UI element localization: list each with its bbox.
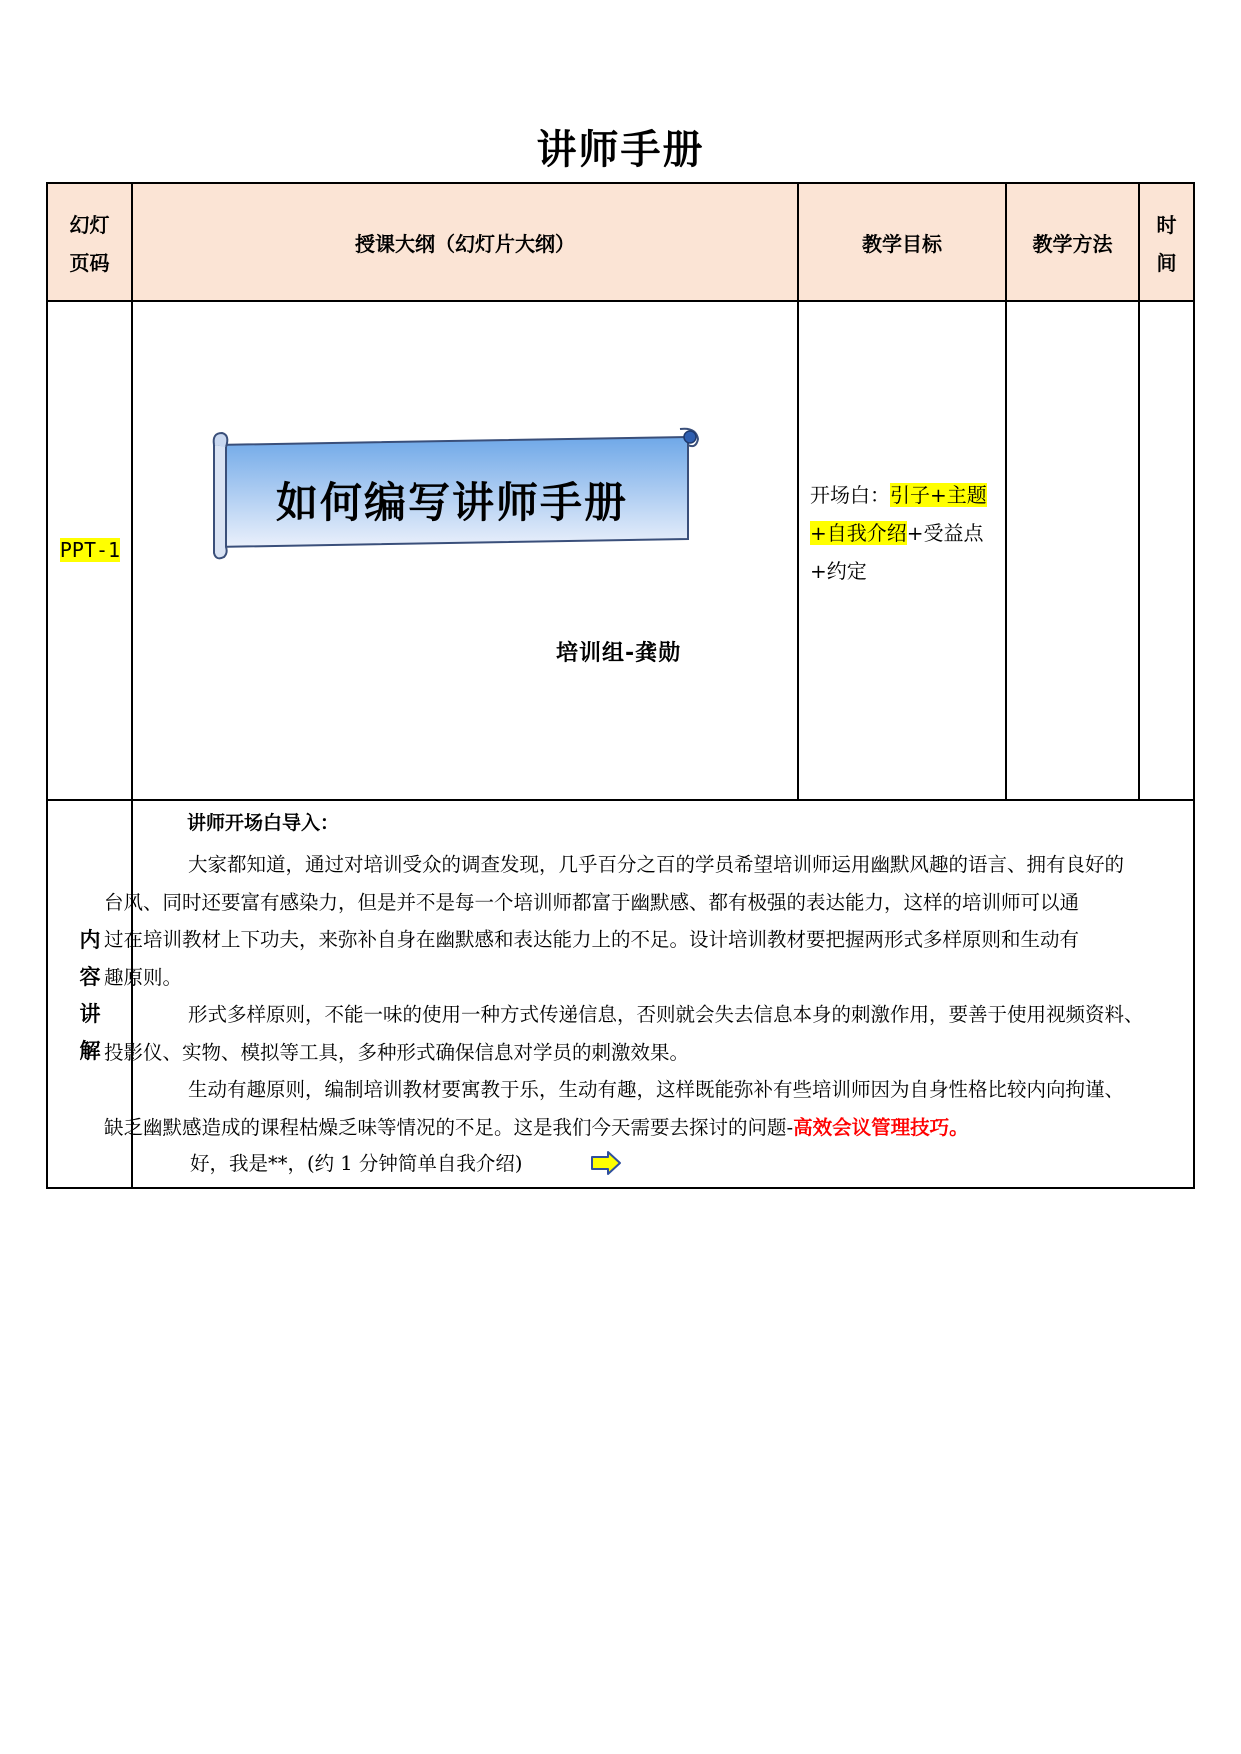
slide-author: 培训组-龚勋 [556,641,682,666]
paragraph-humor [104,846,1187,996]
header-method: 教学方法 [1032,232,1113,256]
intro-heading: 讲师开场白导入： [187,812,340,834]
paragraph-variety [104,996,1187,1071]
header-time [1140,204,1193,284]
paragraph-line: 台风、同时还要富有感染力，但是并不是每一个培训师都富于幽默感、都有极强的表达能力，这样的培训师可以通 [104,890,1080,914]
goal-prefix: 开场白： [810,483,890,507]
paragraph-engaging [104,1071,1187,1146]
closing-line: 好，我是**，(约 1 分钟简单自我介绍) [190,1152,523,1175]
grid-line [46,300,1195,302]
paragraph-line: 过在培训教材上下功夫，来弥补自身在幽默感和表达能力上的不足。设计培训教材要把握两形式多样原则和生动有 [104,928,1080,951]
teaching-goal [810,476,1000,590]
emphasis-topic: 高效会议管理技巧。 [793,1115,969,1139]
header-time-line2: 间 [1156,251,1177,275]
paragraph-line: 生动有趣原则，编制培训教材要寓教于乐，生动有趣，这样既能弥补有些培训师因为自身性格比较内向拘谨、 [188,1078,1125,1101]
header-time-line1: 时 [1156,213,1177,237]
slide-page-cell [48,538,132,562]
grid-line [46,799,1195,801]
paragraph-line: 趣原则。 [104,965,183,989]
paragraph-line: 大家都知道，通过对培训受众的调查发现，几乎百分之百的学员希望培训师运用幽默风趣的语言、拥有良好的 [188,853,1125,876]
label-char: 讲 [79,1002,101,1026]
label-char: 内 [79,928,101,952]
label-char: 解 [79,1039,101,1063]
goal-highlight-self-intro: +自我介绍 [810,521,907,545]
header-outline: 授课大纲（幻灯片大纲） [355,232,575,256]
header-slide-page-line2: 页码 [69,251,110,275]
header-slide-page [48,204,131,284]
goal-highlight-intro-topic: 引子+主题 [890,483,987,507]
header-slide-page-line1: 幻灯 [69,213,110,237]
slide-title: 如何编写讲师手册 [275,478,628,527]
paragraph-line: 投影仪、实物、模拟等工具，多种形式确保信息对学员的刺激效果。 [104,1040,690,1064]
page-title: 讲师手册 [536,127,705,173]
header-goal: 教学目标 [862,232,942,256]
paragraph-line: 缺乏幽默感造成的课程枯燥乏味等情况的不足。这是我们今天需要去探讨的问题- [104,1115,794,1139]
goal-suffix: +受益点+约定 [810,521,984,583]
right-arrow-icon [590,1150,622,1176]
label-char: 容 [79,965,101,989]
paragraph-line: 形式多样原则，不能一味的使用一种方式传递信息，否则就会失去信息本身的刺激作用，要善于使用视频资料、 [188,1003,1144,1026]
slide-page-number: PPT-1 [59,538,121,562]
